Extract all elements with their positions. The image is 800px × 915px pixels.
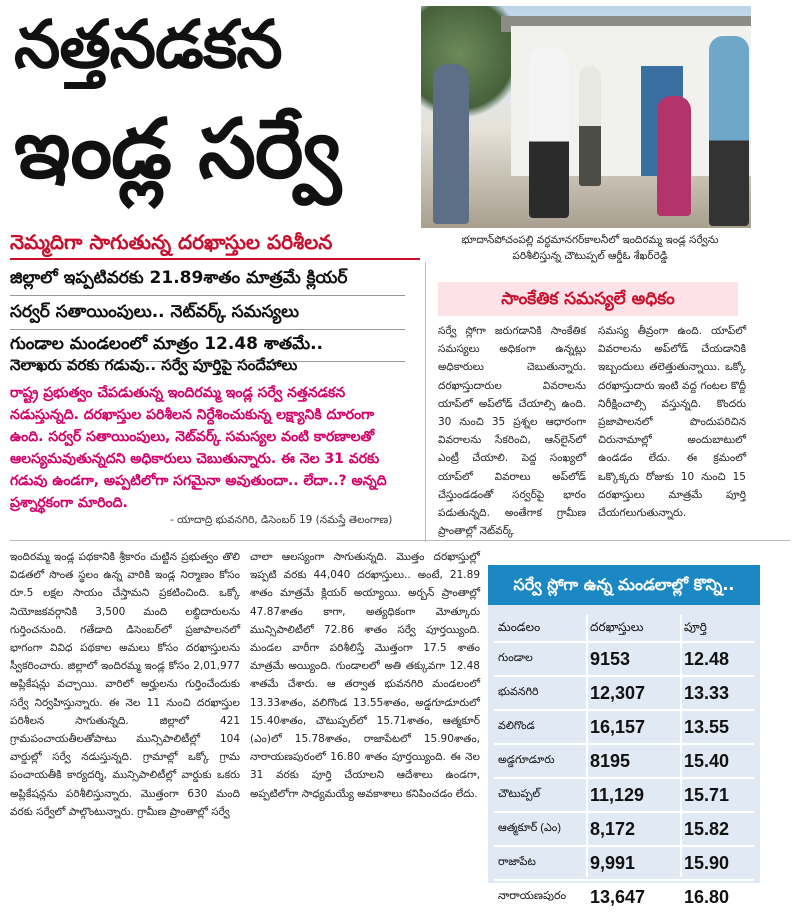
side-story-column-2: సమస్య తీవ్రంగా ఉంది. యాప్‌లో వివరాలను అప్‌లోడ్ చేయడానికి ఇబ్బందులు తలెత్తుతున్నాయి. ఒక్కో దరఖాస్తుదారు ఇంటి వద్ద గంటల కొద్దీ నిరీక్షించాల్సి వస్తున్నది. కొందరు ప్రజాపాలనలో పొందుపరిచిన చిరునామాల్లో అందుబాటులో ఉండడం లేదు. ఈ క్రమంలో ఒక్కొక్కరు రోజుకు 10 నుంచి 15 దరఖాస్తులు మాత్రమే పూర్తి చేయగలుగుతున్నారు. [598, 325, 746, 520]
completed-percent: 16.80 [680, 880, 754, 914]
table-row [494, 778, 754, 812]
mandal-name: నారాయణపురం [494, 880, 586, 914]
completed-percent: 15.40 [680, 744, 754, 778]
mandal-name: వలిగొండ [494, 710, 586, 744]
mandal-name: ఆత్మకూర్ (ఎం) [494, 812, 586, 846]
table-header-mandal: మండలం [494, 615, 586, 642]
table-row [494, 744, 754, 778]
applications-count: 8195 [586, 744, 680, 778]
dateline: - యాదాద్రి భువనగిరి, డిసెంబర్ 19 (నమస్తే తెలంగాణ) [170, 514, 393, 526]
table-row [494, 846, 754, 880]
completed-percent: 12.48 [680, 642, 754, 676]
side-story-column-1: సర్వే స్లోగా జరుగడానికి సాంకేతిక సమస్యలు అధికంగా ఉన్నట్లు అధికారులు చెబుతున్నారు. దరఖాస్తుదారుల వివరాలను యాప్‌లో అప్‌లోడ్ చేయాల్సి ఉంది. 30 నుంచి 35 ప్రశ్నల ఆధారంగా వివరాలను సేకరించి, ఆన్‌లైన్‌లో ఎంట్రీ చేయాలి. పెద్ద సంఖ్యలో యాప్‌లో వివరాలు అప్‌లోడ్ చేస్తుండడంతో సర్వర్‌పై భారం పడుతున్నది. అంతేగాక గ్రామీణ ప్రాంతాల్లో నెట్‌వర్క్ [438, 325, 586, 538]
completed-percent: 13.33 [680, 676, 754, 710]
mandal-name: రాజాపేట [494, 846, 586, 880]
bullet-4: నెలాఖరు వరకు గడువు.. సర్వే పూర్తిపై సందేహాలు [10, 356, 298, 374]
photo-person-1 [433, 64, 469, 224]
bullet-divider [10, 329, 405, 330]
bullet-2: సర్వర్ సతాయింపులు.. నెట్‌వర్క్ సమస్యలు [10, 302, 300, 322]
bullet-1: జిల్లాలో ఇప్పటివరకు 21.89శాతం మాత్రమే క్లియర్ [10, 268, 348, 288]
applications-count: 11,129 [586, 778, 680, 812]
bullet-divider [10, 295, 405, 296]
mandal-name: అడ్డగూడూరు [494, 744, 586, 778]
table-row [494, 812, 754, 846]
applications-count: 16,157 [586, 710, 680, 744]
applications-count: 9153 [586, 642, 680, 676]
photo-caption: భూదాన్‌పోచంపల్లి వర్ధమానగర్‌కాలనీలో ఇందిరమ్మ ఇండ్ల సర్వేను పరిశీలిస్తున్న చౌటుప్పల్ ఆర్డీఓ శేఖర్‌రెడ్డి [461, 234, 719, 262]
column-divider [425, 262, 426, 542]
photo-person-3 [579, 66, 601, 186]
completed-percent: 15.71 [680, 778, 754, 812]
headline-line-1: నత్తనడకన [14, 6, 282, 83]
table-header-row [494, 615, 754, 642]
stats-table-title: సర్వే స్లోగా ఉన్న మండలాల్లో కొన్ని.. [488, 565, 760, 605]
table-row [494, 642, 754, 676]
news-photo [421, 6, 751, 228]
bullet-3: గుండాల మండలంలో మాత్రం 12.48 శాతమే.. [10, 334, 324, 354]
side-story-heading: సాంకేతిక సమస్యలే అధికం [438, 282, 738, 316]
mandal-name: భువనగిరి [494, 676, 586, 710]
completed-percent: 15.90 [680, 846, 754, 880]
body-column-2: చాలా ఆలస్యంగా సాగుతున్నది. మొత్తం దరఖాస్తుల్లో ఇప్పటి వరకు 44,040 దరఖాస్తులు.. అంటే, 21.89 శాతం మాత్రమే క్లియర్ అయ్యాయి. అర్బన్ ప్రాంతాల్లో 47.87శాతం కాగా, అత్యధికంగా మోత్కూరు మున్సిపాలిటీలో 72.86 శాతం సర్వే పూర్తయ్యింది. మండల వారీగా పరిశీలిస్తే మొత్తంగా 17.5 శాతం మాత్రమే అయ్యింది. గుండాలలో అతి తక్కువగా 12.48 శాతమే చేశారు. ఆ తర్వాత భువనగిరి మండలంలో 13.33శాతం, వలిగొండ 13.55శాతం, అడ్డగూడూరులో 15.40శాతం, చౌటుప్పల్‌లో 15.71శాతం, ఆత్మకూర్ (ఎం)లో 15.78శాతం, రాజాపేటలో 15.90శాతం, నారాయణపురంలో 16.80 శాతం పూర్తయ్యింది. ఈ నెల 31 వరకు పూర్తి చేయాలని ఆదేశాలు ఉండగా, అప్పటిలోగా సాధ్యమయ్యే అవకాశాలు కనిపించడం లేదు. [250, 551, 480, 800]
body-column-1: ఇందిరమ్మ ఇండ్ల పథకానికి శ్రీకారం చుట్టిన ప్రభుత్వం తొలి విడతలో సొంత స్థలం ఉన్న వారికి ఇండ్ల నిర్మాణం కోసం రూ.5 లక్షల సాయం చేస్తామని ప్రకటించింది. ఒక్కో నియోజకవర్గానికి 3,500 మంది లబ్ధిదారులను గుర్తించనుంది. గతేడాది డిసెంబర్‌లో ప్రజాపాలనలో భాగంగా వివిధ పథకాల అమలు కోసం దరఖాస్తులను స్వీకరించారు. జిల్లాలో ఇందిరమ్మ ఇండ్ల కోసం 2,01,977 అప్లికేషన్లు వచ్చాయి. వారిలో అర్హులను గుర్తించేందుకు సర్వే నిర్వహిస్తున్నారు. ఈ నెల 11 నుంచి దరఖాస్తుల పరిశీలన సాగుతున్నది. జిల్లాలో 421 గ్రామపంచాయతీలతోపాటు మున్సిపాలిటీల్లో 104 వార్డుల్లో సర్వే నడుస్తున్నది. గ్రామాల్లో ఒక్కో గ్రామ పంచాయతీకి కార్యదర్శి, మున్సిపాలిటీల్లో వార్డుకు ఒకరు అప్లికేషన్లను పరిశీలిస్తున్నారు. మొత్తంగా 630 మంది వరకు సర్వేలో పాల్గొంటున్నారు. గ్రామీణ ప్రాంతాల్లో సర్వే [10, 551, 240, 818]
section-divider [10, 540, 790, 541]
headline-line-2: ఇండ్ల సర్వే [14, 102, 341, 197]
photo-person-4 [657, 96, 691, 216]
applications-count: 12,307 [586, 676, 680, 710]
table-row [494, 676, 754, 710]
table-row [494, 710, 754, 744]
applications-count: 9,991 [586, 846, 680, 880]
mandal-name: గుండాల [494, 642, 586, 676]
applications-count: 8,172 [586, 812, 680, 846]
subheading-rule [10, 258, 420, 260]
table-header-completed: పూర్తి [680, 615, 754, 642]
completed-percent: 13.55 [680, 710, 754, 744]
table-header-applications: దరఖాస్తులు [586, 615, 680, 642]
photo-person-2 [529, 48, 569, 218]
photo-person-5 [709, 36, 749, 226]
intro-paragraph: రాష్ట్ర ప్రభుత్వం చేపడుతున్న ఇందిరమ్మ ఇండ్ల సర్వే నత్తనడకన నడుస్తున్నది. దరఖాస్తుల పరిశీలన నిర్దేశించుకున్న లక్ష్యానికి దూరంగా ఉంది. సర్వర్ సతాయింపులు, నెట్‌వర్క్ సమస్యల వంటి కారణాలతో ఆలస్యమవుతున్నదని అధికారులు చెబుతున్నారు. ఈ నెల 31 వరకు గడువు ఉండగా, అప్పటిలోగా సగమైనా అవుతుందా.. లేదా..? అన్నది ప్రశ్నార్థకంగా మారింది. [10, 385, 387, 511]
table-row [494, 880, 754, 914]
completed-percent: 15.82 [680, 812, 754, 846]
applications-count: 13,647 [586, 880, 680, 914]
subheading: నెమ్మదిగా సాగుతున్న దరఖాస్తుల పరిశీలన [10, 230, 333, 254]
mandal-name: చౌటుప్పల్ [494, 778, 586, 812]
stats-table [494, 615, 754, 915]
